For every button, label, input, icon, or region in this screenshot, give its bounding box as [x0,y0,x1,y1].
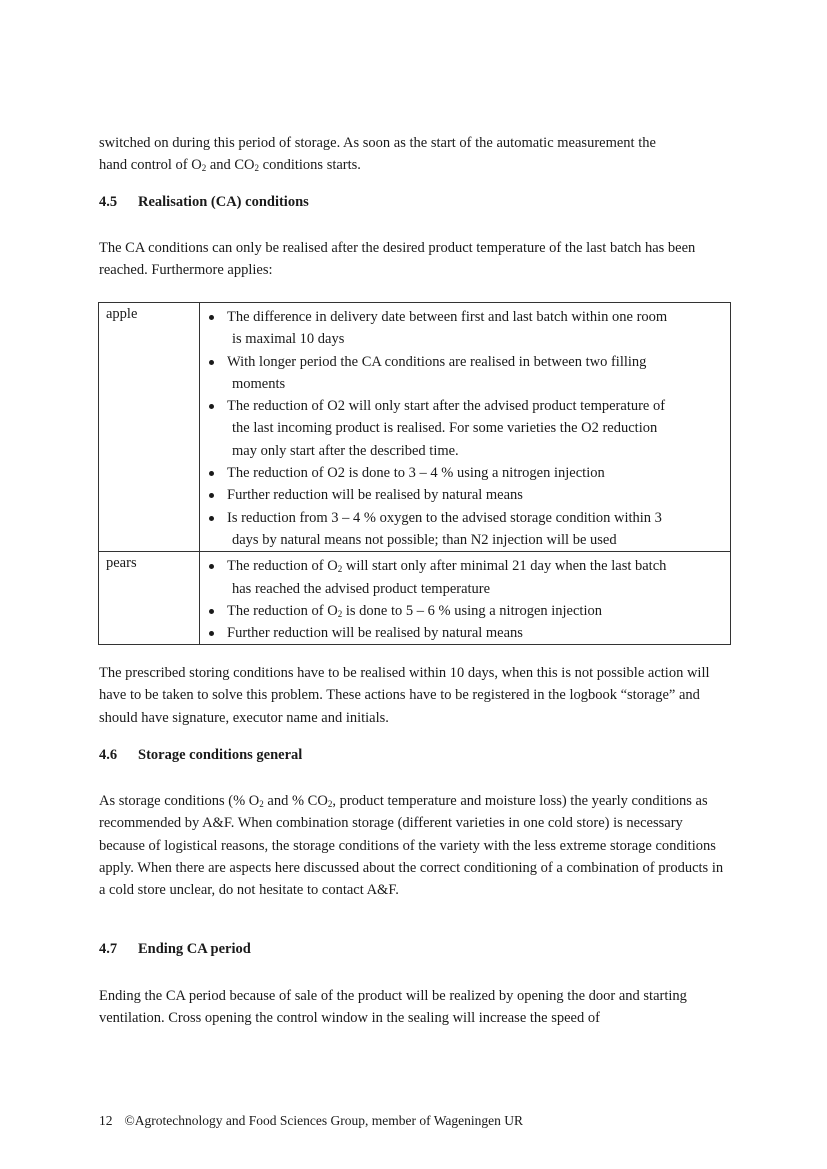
product-cell: apple [99,303,200,552]
list-item: The reduction of O2 is done to 3 – 4 % using a nitrogen injection [200,462,724,484]
after-table-paragraph: The prescribed storing conditions have to be realised within 10 days, when this is not possible action will have to be taken to solve this problem. These actions have to be registered in the logbook “storage” and should have signature, executor name and initials. [99,665,710,726]
list-item: The reduction of $O_2$ will start only after minimal 21 day when the last batch has reached the advised product temperature [200,555,724,600]
list-item: The reduction of O2 will only start after the advised product temperature of the last incoming product is realised. For some varieties the O2 reduction may only start after the described time. [200,395,724,462]
product-cell: pears [99,552,200,645]
section-4-5-text: The CA conditions can only be realised after the desired product temperature of the last batch has been reached. Furthermore applies: [99,240,696,279]
ca-conditions-table [98,302,731,645]
table-row-pears [99,552,731,645]
list-item: The difference in delivery date between first and last batch within one room is maximal 10 days [200,306,724,351]
list-item: Further reduction will be realised by natural means [200,484,724,506]
section-heading-4-7: 4.7 Ending CA period [99,941,251,957]
intro-paragraph: switched on during this period of storage. As soon as the start of the automatic measurement the hand control of $O_2$ and $CO_2$ conditions starts. [99,135,656,174]
conditions-cell [200,303,731,552]
section-4-6-text: As storage conditions (% $O_2$ and % $CO_2$, product temperature and moisture loss) the yearly conditions as recommended by A&F. When combination storage (different varieties in one cold store) is necessary because of logistical reasons, the storage conditions of the variety with the less extreme storage conditions apply. When there are aspects here discussed about the correct conditioning of a combination of products in a cold store unclear, do not hesitate to contact A&F. [99,793,724,899]
section-heading-4-6: 4.6 Storage conditions general [99,747,303,763]
section-heading-4-5: 4.5 Realisation (CA) conditions [99,194,309,210]
intro-line-1: switched on during this period of storage. As soon as the start of the automatic measurement the [99,135,656,151]
conditions-cell [200,552,731,645]
page-number: 12 [99,1113,113,1128]
table-row-apple [99,303,731,552]
list-item: Is reduction from 3 – 4 % oxygen to the advised storage condition within 3 days by natural means not possible; than N2 injection will be used [200,507,724,552]
list-item: With longer period the CA conditions are realised in between two filling moments [200,351,724,396]
list-item: The reduction of $O_2$ is done to 5 – 6 % using a nitrogen injection [200,600,724,622]
list-item: Further reduction will be realised by natural means [200,622,724,644]
footer-copyright: ©Agrotechnology and Food Sciences Group, member of Wageningen UR [124,1113,523,1128]
section-4-7-text: Ending the CA period because of sale of the product will be realized by opening the door and starting ventilation. Cross opening the control window in the sealing will increase the speed of [99,988,687,1027]
page-footer [99,1113,523,1129]
